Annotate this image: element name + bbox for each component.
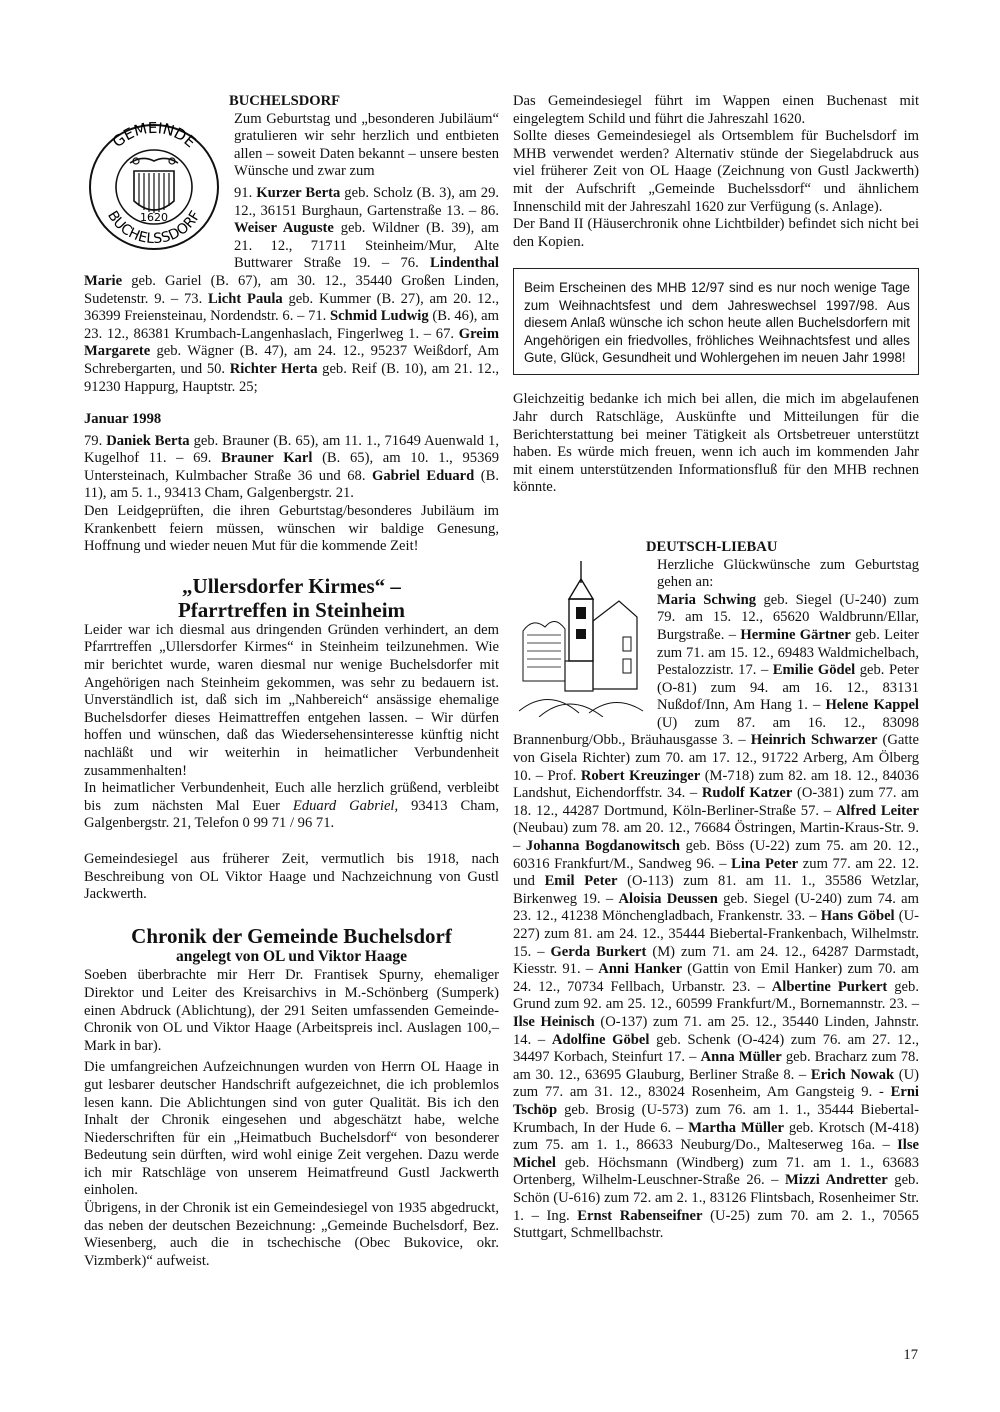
chronik-paragraph-5: Sollte dieses Gemeindesiegel als Ortsemblem für Buchelsdorf im MHB verwendet werden? Alternativ stünde der Siegelabdruck aus viel früherer Zeit von OL Haage (Zeichnung von Gustl Jackwerth) mit der Aufschrift „Gemeinde Buchelssdorf“ und ähnlichem Innenschild mit der Jahreszahl 1620 zur Verfügung (s. Anlage). <box>513 128 919 215</box>
seal-caption: Gemeindesiegel aus früherer Zeit, vermutlich bis 1918, nach Beschreibung von OL Viktor Haage und Nachzeichnung von Gustl Jackwerth. <box>84 850 499 903</box>
christmas-greeting-box: Beim Erscheinen des MHB 12/97 sind es nur noch wenige Tage zum Weihnachtsfest und dem Jahreswechsel 1997/98. Aus diesem Anlaß wünsche ich schon heute allen Buchelsdorfern mit Angehörigen ein friedvolles, fröhliches Weihnachtsfest und alles Gute, Glück, Gesundheit und Wohlergehen im neuen Jahr 1998! <box>513 268 919 375</box>
thanks-paragraph: Gleichzeitig bedanke ich mich bei allen, die mich im abgelaufenen Jahr durch Ratschläge, Auskünfte und Mitteilungen für die Berichterstattung bei meiner Tätigkeit als Ortsbetreuer unterstützt haben. Es würde mich freuen, wenn ich auch im kommenden Jahr mit einem unterstützenden Informationsfluß für den MHB rechnen könnte. <box>513 391 919 496</box>
birthday-entries-december: 91. Kurzer Berta geb. Scholz (B. 3), am 29. 12., 36151 Burghaun, Gartenstraße 13. – 86. Weiser Auguste geb. Wildner (B. 39), am 21. 12., 71711 Steinheim/Mur, Alte Buttwarer Straße 19. – 76. Lindenthal Marie geb. Gariel (B. 67), am 30. 12., 35440 Großen Linden, Sudetenstr. 9. – 73. Licht Paula geb. Kummer (B. 27), am 20. 12., 36399 Freiensteinau, Nordendstr. 6. – 71. Schmid Ludwig (B. 46), am 23. 12., 86381 Krumbach-Langenhaslach, Fingerlweg 1. – 67. Greim Margarete geb. Wägner (B. 47), am 24. 12., 95237 Weißdorf, Am Schrebergarten, und 50. Richter Herta geb. Reif (B. 10), am 21. 12., 91230 Happurg, Hauptstr. 25; <box>84 184 500 395</box>
kirmes-title-line1: „Ullersdorfer Kirmes“ – <box>182 573 401 598</box>
chronik-title: Chronik der Gemeinde Buchelsdorf <box>131 923 452 948</box>
kirmes-signoff: In heimatlicher Verbundenheit, Euch alle herzlich grüßend, verbleibt bis zum nächsten Mal Euer Eduard Gabriel, 93413 Cham, Galgenbergstr. 21, Telefon 0 99 71 / 96 71. <box>84 780 499 832</box>
deutsch-liebau-entries: Maria Schwing geb. Siegel (U-240) zum 79. am 15. 12., 65620 Waldbrunn/Ellar, Burgstraße. – Hermine Gärtner geb. Leiter zum 71. am 15. 12., 69483 Waldmichelbach, Pestalozzistr. 17. – Emilie Gödel geb. Peter (O-81) zum 94. am 16. 12., 83131 Nußdof/Inn, Am Hang 1. – Helene Kappel (U) zum 87. am 16. 12., 83098 Brannenburg/Obb., Bräuhausgasse 3. – Heinrich Schwarzer (Gatte von Gisela Richter) zum 70. am 17. 12., 91722 Arberg, Am Ölberg 10. – Prof. Robert Kreuzinger (M-718) zum 82. am 18. 12., 84036 Landshut, Eichendorffstr. 34. – Rudolf Katzer (O-381) zum 77. am 18. 12., 44287 Dortmund, Köln-Berliner-Straße 57. – Alfred Leiter (Neubau) zum 78. am 20. 12., 76684 Östringen, Martin-Kraus-Str. 9. – Johanna Bogdanowitsch geb. Böss (U-22) zum 75. am 20. 12., 60316 Frankfurt/M., Sandweg 96. – Lina Peter zum 77. am 22. 12. und Emil Peter (O-113) zum 81. am 11. 1., 35586 Wetzlar, Birkenweg 19. – Aloisia Deussen geb. Siegel (U-240) zum 74. am 23. 12., 41238 Mönchengladbach, Frankenstr. 33. – Hans Göbel (U-227) zum 81. am 24. 12., 35444 Biebertal-Frankenbach, Wilhelmstr. 15. – Gerda Burkert (M) zum 71. am 24. 12., 64287 Darmstadt, Kiesstr. 91. – Anni Hanker (Gattin von Emil Hanker) zum 70. am 24. 12., 70734 Fellbach, Urbanstr. 23. – Albertine Purkert geb. Grund zum 92. am 25. 12., 60599 Frankfurt/M., Bornemannstr. 23. – Ilse Heinisch (O-137) zum 71. am 25. 12., 35440 Linden, Jahnstr. 14. – Adolfine Göbel geb. Schenk (O-424) zum 76. am 27. 12., 34497 Korbach, Steinfurt 17. – Anna Müller geb. Bracharz zum 78. am 30. 12., 63695 Glauburg, Berliner Straße 8. – Erich Nowak (U) zum 77. am 31. 12., 83024 Rosenheim, Am Gangsteig 9. - Erni Tschöp geb. Brosig (U-573) zum 76. am 1. 1., 35444 Biebertal-Krumbach, In der Hude 6. – Martha Müller geb. Krotsch (M-418) zum 75. am 1. 1., 86633 Neuburg/Do., Malteserweg 16a. – Ilse Michel geb. Höchsmann (Windberg) zum 71. am 1. 1., 63683 Ortenberg, Wilhelm-Leuschner-Straße 26. – Mizzi Andretter geb. Schön (U-616) zum 72. am 2. 1., 83126 Flintsbach, Rosenheimer Str. 1. – Ing. Ernst Rabenseifner (U-25) zum 70. am 2. 1., 70565 Stuttgart, Schmellbachstr. <box>513 591 920 1242</box>
page-number: 17 <box>903 1347 918 1363</box>
church-drawing-icon <box>519 561 649 717</box>
chronik-paragraph-6: Der Band II (Häuserchronik ohne Lichtbilder) befindet sich nicht bei den Kopien. <box>513 216 919 250</box>
svg-text:1620: 1620 <box>140 210 168 224</box>
closing-wish: Den Leidgeprüften, die ihren Geburtstag/besonderes Jubiläum im Krankenbett feiern müssen, wünschen wir baldige Genesung, Hoffnung und wieder neuen Mut für die kommende Zeit! <box>84 503 499 555</box>
svg-text:BUCHELSSDORF: BUCHELSSDORF <box>104 207 204 247</box>
municipal-seal-icon <box>84 111 224 259</box>
section-heading-deutsch-liebau: DEUTSCH-LIEBAU <box>646 538 778 555</box>
birthday-entries-january: 79. Daniek Berta geb. Brauner (B. 65), am 11. 1., 71649 Auenwald 1, Kugelhof 11. – 69. Brauner Karl (B. 65), am 10. 1., 95369 Untersteinach, Kulmbacher Straße 36 und 68. Gabriel Eduard (B. 11), am 5. 1., 93413 Cham, Galgenbergstr. 21. <box>84 432 500 502</box>
deutsch-liebau-intro: Herzliche Glückwünsche zum Geburtstag gehen an: <box>657 556 919 591</box>
chronik-paragraph-3: Übrigens, in der Chronik ist ein Gemeindesiegel von 1935 abgedruckt, das neben der deutschen Bezeichnung: „Gemeinde Buchelsdorf, Bez. Wiesenberg, auch die in tschechische (Obec Bukovice, okr. Vizmberk)“ aufweist. <box>84 1200 499 1269</box>
month-heading: Januar 1998 <box>84 411 162 428</box>
chronik-paragraph-1: Soeben überbrachte mir Herr Dr. Frantisek Spurny, ehemaliger Direktor und Leiter des Kreisarchivs in M.-Schönberg (Sumperk) einen Abdruck (Ablichtung), der 291 Seiten umfassenden Gemeinde-Chronik von OL und Viktor Haage (Arbeitspreis incl. Auslagen 100,– Mark in bar). <box>84 967 499 1054</box>
chronik-subtitle: angelegt von OL und Viktor Haage <box>176 947 407 965</box>
kirmes-title-line2: Pfarrtreffen in Steinheim <box>177 597 406 622</box>
chronik-paragraph-4: Das Gemeindesiegel führt im Wappen einen Buchenast mit eingelegtem Schild und führt die Jahreszahl 1620. <box>513 93 919 127</box>
chronik-paragraph-2: Die umfangreichen Aufzeichnungen wurden von Herrn OL Haage in gut lesbarer deutscher Handschrift aufgezeichnet, die ich problemlos lesen kann. Die Ablichtungen sind von guter Qualität. Bis ich den Inhalt der Chronik eingesehen und abgeschätzt habe, welche Niederschriften für ein „Heimatbuch Buchelsdorf“ von besonderer Bedeutung sein dürften, wird wohl einige Zeit vergehen. Dazu werde ich mir Ratschläge von unserem Heimatfreund Gustl Jackwerth einholen. <box>84 1059 499 1199</box>
section-heading-buchelsdorf: BUCHELSDORF <box>229 93 341 109</box>
left-column <box>84 93 499 1270</box>
kirmes-paragraph: Leider war ich diesmal aus dringenden Gründen verhindert, an dem Pfarrtreffen „Ullersdorfer Kirmes“ in Steinheim teilzunehmen. Wie mir berichtet wurde, waren diesmal nur wenige Buchelsdorfer mit Angehörigen nach Steinheim gekommen, was sehr zu bedauern ist. Unverständlich ist, daß sich im „Nahbereich“ ansässige ehemalige Buchelsdorfer dieses Heimattreffen entgehen lassen. – Wir dürfen hoffen und wünschen, daß das Wiedersehensinteresse künftig nicht nachläßt und wir weiterhin in heimatlicher Verbundenheit zusammenhalten! <box>84 621 499 779</box>
right-column <box>513 93 919 1243</box>
birthday-intro: Zum Geburtstag und „besonderen Jubiläum“ gratulieren wir sehr herzlich und entbieten allen – soweit Daten bekannt – unsere besten Wünsche und zwar zum <box>234 110 499 180</box>
author-name: Eduard Gabriel, <box>292 797 399 814</box>
svg-text:GEMEINDE: GEMEINDE <box>108 118 200 151</box>
